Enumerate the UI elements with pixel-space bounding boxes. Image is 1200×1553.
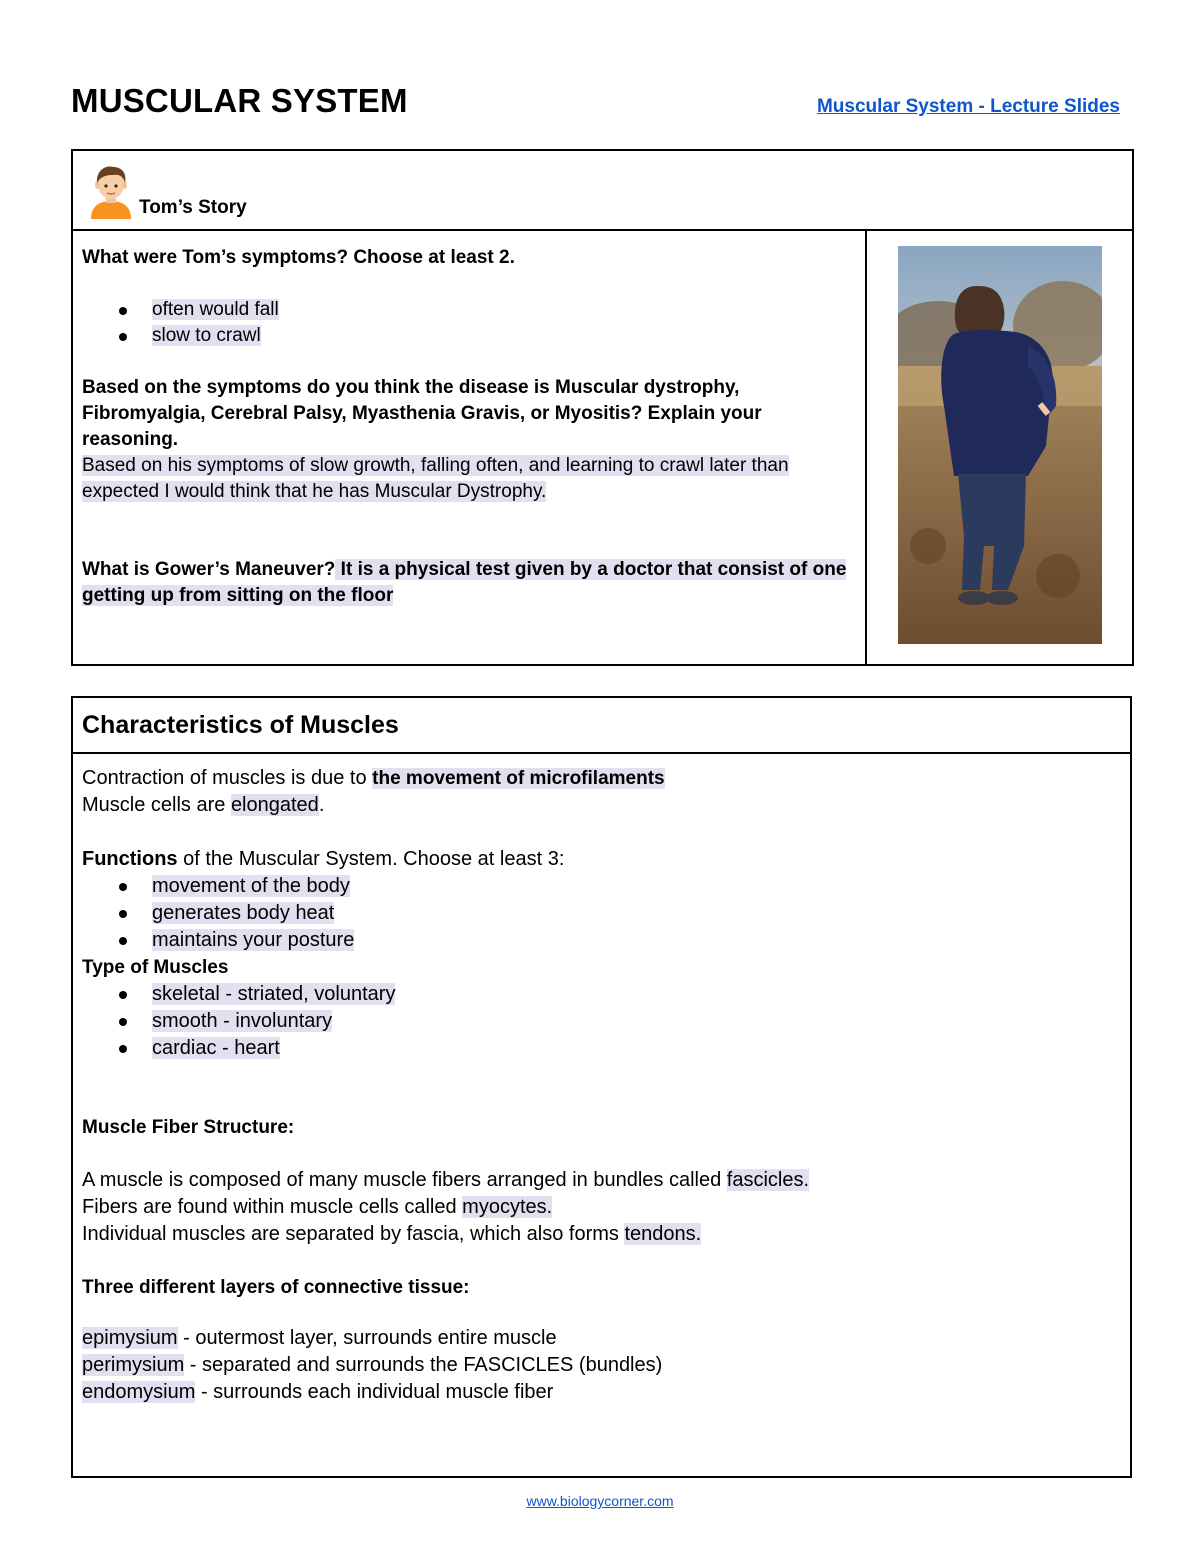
- symptoms-list: [82, 297, 855, 349]
- disease-question: Based on the symptoms do you think the disease is Muscular dystrophy, Fibromyalgia, Cerebral Palsy, Myasthenia Gravis, or Myositis? Explain your reasoning.: [82, 377, 762, 450]
- connective-tissue-heading: Three different layers of connective tissue:: [82, 1277, 470, 1298]
- muscle-cells-answer: elongated: [230, 794, 319, 816]
- toddler-photo: [898, 246, 1102, 644]
- list-item: movement of the body: [117, 873, 1120, 900]
- gowers-answer: It is a physical test given by a doctor that consist of one getting up from sitting on the floor: [82, 559, 847, 606]
- layer-epimysium: epimysium - outermost layer, surrounds entire muscle: [82, 1327, 557, 1349]
- toms-story-table: [71, 149, 1134, 666]
- list-item: skeletal - striated, voluntary: [117, 981, 1120, 1008]
- fiber-line-1: A muscle is composed of many muscle fibers arranged in bundles called fascicles.: [82, 1169, 810, 1191]
- lecture-slides-link[interactable]: Muscular System - Lecture Slides: [816, 96, 1120, 117]
- symptoms-question: What were Tom’s symptoms? Choose at least 2.: [82, 247, 515, 268]
- contraction-line: Contraction of muscles is due to the movement of microfilaments: [82, 767, 665, 789]
- list-item: slow to crawl: [117, 323, 855, 349]
- fiber-line-2: Fibers are found within muscle cells called myocytes.: [82, 1196, 553, 1218]
- muscle-types-list: [82, 981, 1120, 1062]
- characteristics-header-cell: [72, 697, 1131, 753]
- gowers-question: What is Gower’s Maneuver?: [82, 559, 336, 580]
- story-photo-cell: [866, 230, 1133, 665]
- list-item: often would fall: [117, 297, 855, 323]
- layer-perimysium: perimysium - separated and surrounds the FASCICLES (bundles): [82, 1354, 663, 1376]
- functions-heading: Functions of the Muscular System. Choose at least 3:: [82, 848, 565, 870]
- page-title: MUSCULAR SYSTEM: [71, 82, 408, 119]
- story-header-cell: [72, 150, 1133, 230]
- layer-endomysium: endomysium - surrounds each individual muscle fiber: [82, 1381, 554, 1403]
- characteristics-table: [71, 696, 1132, 1478]
- functions-list: [82, 873, 1120, 954]
- contraction-answer: the movement of microfilaments: [372, 768, 665, 789]
- list-item: cardiac - heart: [117, 1035, 1120, 1062]
- disease-answer: Based on his symptoms of slow growth, falling often, and learning to crawl later than expected I would think that he has Muscular Dystrophy.: [82, 455, 789, 502]
- footer-website-link[interactable]: www.biologycorner.com: [526, 1493, 674, 1509]
- characteristics-body-cell: [72, 753, 1131, 1477]
- story-title: Tom’s Story: [139, 197, 247, 218]
- list-item: smooth - involuntary: [117, 1008, 1120, 1035]
- list-item: generates body heat: [117, 900, 1120, 927]
- muscle-cells-line: Muscle cells are elongated.: [82, 794, 325, 816]
- boy-avatar-icon: [87, 163, 135, 219]
- characteristics-title: Characteristics of Muscles: [82, 711, 399, 739]
- fiber-line-3: Individual muscles are separated by fascia, which also forms tendons.: [82, 1223, 702, 1245]
- story-questions-cell: [72, 230, 866, 665]
- list-item: maintains your posture: [117, 927, 1120, 954]
- muscle-types-heading: Type of Muscles: [82, 957, 229, 978]
- fiber-structure-heading: Muscle Fiber Structure:: [82, 1117, 295, 1138]
